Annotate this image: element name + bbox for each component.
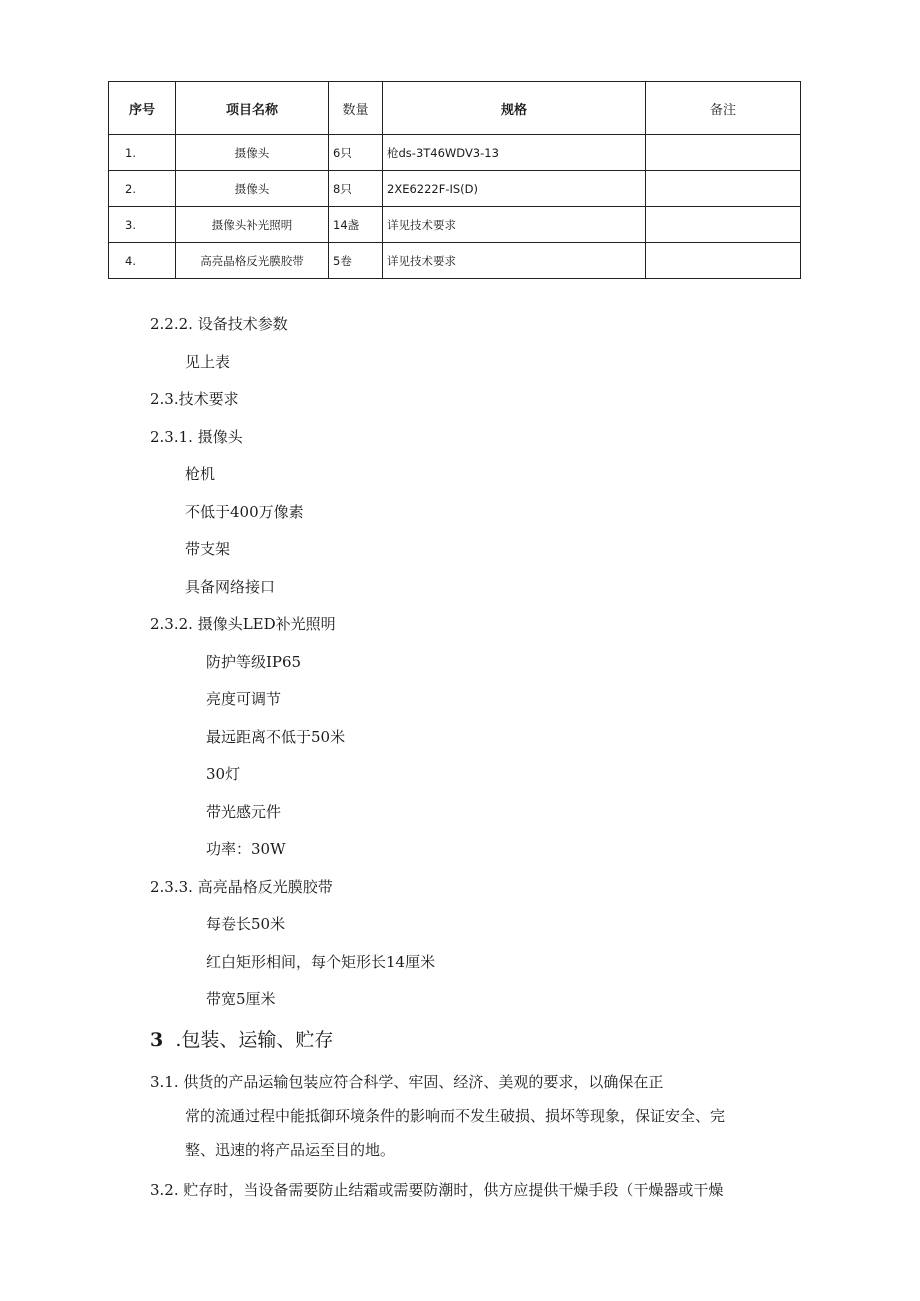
cell-qty: 6只 bbox=[329, 135, 383, 171]
camera-item: 带支架 bbox=[185, 540, 231, 558]
para-3-1-line: 3.1. 供货的产品运输包装应符合科学、牢固、经济、美观的要求，以确保在正 bbox=[150, 1073, 664, 1091]
section-2-3-1-heading: 2.3.1. 摄像头 bbox=[150, 428, 243, 446]
table-row bbox=[109, 207, 801, 243]
header-remark: 备注 bbox=[646, 82, 801, 135]
section-2-3-heading: 2.3.技术要求 bbox=[150, 390, 239, 408]
section-2-3-2-heading: 2.3.2. 摄像头LED补光照明 bbox=[150, 615, 336, 633]
cell-remark bbox=[646, 243, 801, 279]
para-3-1-line: 常的流通过程中能抵御环境条件的影响而不发生破损、损坏等现象，保证安全、完 bbox=[185, 1107, 726, 1125]
cell-spec: 详见技术要求 bbox=[383, 243, 646, 279]
table-header-row bbox=[109, 82, 801, 135]
cell-qty: 14盏 bbox=[329, 207, 383, 243]
cell-seq: 1. bbox=[109, 135, 176, 171]
led-item: 亮度可调节 bbox=[206, 690, 282, 708]
cell-remark bbox=[646, 171, 801, 207]
cell-name: 摄像头 bbox=[176, 171, 329, 207]
led-item: 防护等级IP65 bbox=[206, 653, 302, 671]
header-seq: 序号 bbox=[109, 82, 176, 135]
header-name: 项目名称 bbox=[176, 82, 329, 135]
cell-name: 高亮晶格反光膜胶带 bbox=[176, 243, 329, 279]
cell-qty: 5卷 bbox=[329, 243, 383, 279]
para-3-2-line: 3.2. 贮存时，当设备需要防止结霜或需要防潮时，供方应提供干燥手段（干燥器或干燥 bbox=[150, 1181, 724, 1199]
led-item: 带光感元件 bbox=[206, 803, 282, 821]
section-2-2-2-heading: 2.2.2. 设备技术参数 bbox=[150, 315, 288, 333]
cell-remark bbox=[646, 135, 801, 171]
section-3-number: 3 bbox=[150, 1029, 164, 1051]
cell-qty: 8只 bbox=[329, 171, 383, 207]
cell-spec: 枪ds-3T46WDV3-13 bbox=[383, 135, 646, 171]
camera-item: 不低于400万像素 bbox=[185, 503, 304, 521]
header-spec: 规格 bbox=[383, 82, 646, 135]
cell-spec: 2XE6222F-IS(D) bbox=[383, 171, 646, 207]
tape-item: 带宽5厘米 bbox=[206, 990, 276, 1008]
tape-item: 红白矩形相间，每个矩形长14厘米 bbox=[206, 953, 436, 971]
cell-name: 摄像头补光照明 bbox=[176, 207, 329, 243]
cell-seq: 3. bbox=[109, 207, 176, 243]
section-3-heading bbox=[150, 1028, 333, 1052]
cell-name: 摄像头 bbox=[176, 135, 329, 171]
led-item: 最远距离不低于50米 bbox=[206, 728, 346, 746]
cell-seq: 4. bbox=[109, 243, 176, 279]
cell-spec: 详见技术要求 bbox=[383, 207, 646, 243]
header-qty: 数量 bbox=[329, 82, 383, 135]
cell-remark bbox=[646, 207, 801, 243]
tape-item: 每卷长50米 bbox=[206, 915, 286, 933]
cell-seq: 2. bbox=[109, 171, 176, 207]
para-3-1-line: 整、迅速的将产品运至目的地。 bbox=[185, 1141, 396, 1159]
led-item: 功率：30W bbox=[206, 840, 286, 858]
section-2-2-2-text: 见上表 bbox=[185, 353, 231, 371]
table-row bbox=[109, 135, 801, 171]
table-row bbox=[109, 171, 801, 207]
led-item: 30灯 bbox=[206, 765, 241, 783]
table-row bbox=[109, 243, 801, 279]
camera-item: 具备网络接口 bbox=[185, 578, 276, 596]
equipment-table bbox=[108, 81, 801, 279]
section-3-title: .包装、运输、贮存 bbox=[175, 1029, 334, 1051]
section-2-3-3-heading: 2.3.3. 高亮晶格反光膜胶带 bbox=[150, 878, 333, 896]
camera-item: 枪机 bbox=[185, 465, 216, 483]
